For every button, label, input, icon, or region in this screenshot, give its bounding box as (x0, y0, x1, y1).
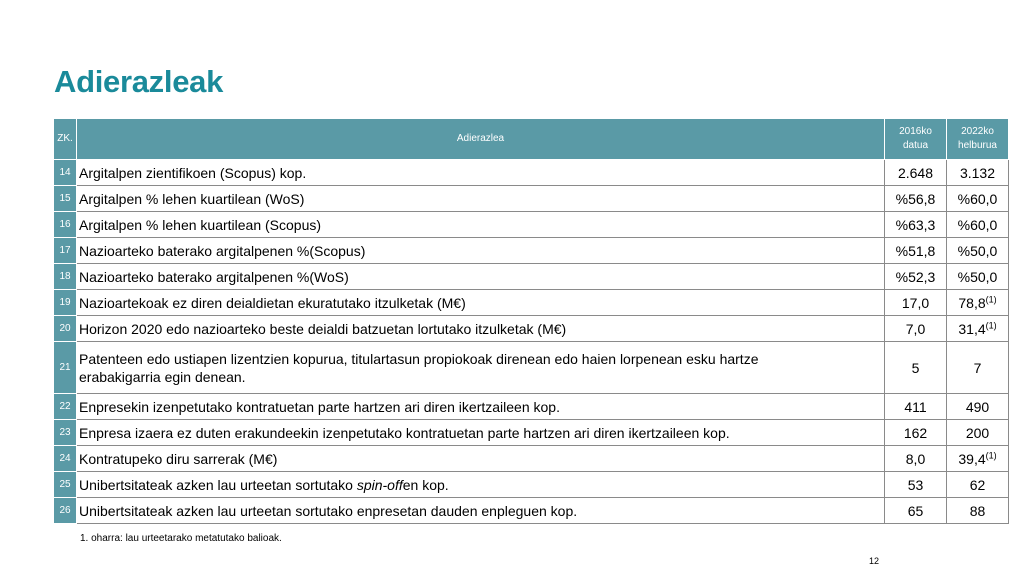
footnote-marker: (1) (985, 319, 997, 330)
row-zk: 23 (54, 420, 77, 446)
row-2022-value: %60,0 (947, 212, 1009, 238)
row-2016-value: %56,8 (885, 186, 947, 212)
row-label: Argitalpen zientifikoen (Scopus) kop. (77, 160, 885, 186)
row-label: Horizon 2020 edo nazioarteko beste deialdi batzuetan lortutako itzulketak (M€) (77, 316, 885, 342)
table-row (54, 472, 1009, 498)
row-2016-value: 65 (885, 498, 947, 524)
row-2022-value: 31,4$^{(1)}$ (947, 316, 1009, 342)
row-zk: 15 (54, 186, 77, 212)
footnote: 1. oharra: lau urteetarako metatutako balioak. (80, 533, 282, 544)
row-zk: 21 (54, 342, 77, 394)
row-2016-value: 17,0 (885, 290, 947, 316)
row-zk: 26 (54, 498, 77, 524)
table-row (54, 342, 1009, 394)
row-label: Unibertsitateak azken lau urteetan sortutako spin-offen kop. (77, 472, 885, 498)
header-2016: 2016ko datua (885, 119, 947, 160)
table-row (54, 420, 1009, 446)
row-2016-value: 8,0 (885, 446, 947, 472)
table-row (54, 394, 1009, 420)
row-2016-value: %52,3 (885, 264, 947, 290)
row-zk: 16 (54, 212, 77, 238)
row-2022-value: %50,0 (947, 238, 1009, 264)
row-2022-value: 7 (947, 342, 1009, 394)
table-row (54, 186, 1009, 212)
row-label: Enpresa izaera ez duten erakundeekin izenpetutako kontratuetan parte hartzen ari diren ikertzaileen kop. (77, 420, 885, 446)
page-title: Adierazleak (54, 64, 224, 99)
header-indicator: Adierazlea (77, 119, 885, 160)
row-2022-value: %50,0 (947, 264, 1009, 290)
row-zk: 22 (54, 394, 77, 420)
row-2022-value: 39,4$^{(1)}$ (947, 446, 1009, 472)
row-label: Unibertsitateak azken lau urteetan sortutako enpresetan dauden enpleguen kop. (77, 498, 885, 524)
row-2016-value: 7,0 (885, 316, 947, 342)
row-zk: 24 (54, 446, 77, 472)
row-2016-value: 53 (885, 472, 947, 498)
row-label: Nazioartekoak ez diren deialdietan ekuratutako itzulketak (M€) (77, 290, 885, 316)
row-zk: 18 (54, 264, 77, 290)
row-zk: 14 (54, 160, 77, 186)
row-label: Nazioarteko baterako argitalpenen %(WoS) (77, 264, 885, 290)
row-2022-value: 88 (947, 498, 1009, 524)
row-2022-value: 78,8$^{(1)}$ (947, 290, 1009, 316)
footnote-marker: (1) (985, 293, 997, 304)
row-zk: 25 (54, 472, 77, 498)
row-2022-value: 200 (947, 420, 1009, 446)
header-2022: 2022ko helburua (947, 119, 1009, 160)
indicators-table (53, 118, 1009, 524)
row-zk: 17 (54, 238, 77, 264)
row-2016-value: 411 (885, 394, 947, 420)
table-row (54, 238, 1009, 264)
table-header-row (54, 119, 1009, 160)
row-2022-value: 3.132 (947, 160, 1009, 186)
row-2016-value: %63,3 (885, 212, 947, 238)
table-row (54, 160, 1009, 186)
table-row (54, 316, 1009, 342)
row-label: Patenteen edo ustiapen lizentzien kopurua, titulartasun propiokoak direnean edo haien lorpenean esku hartze erabakigarria egin denean. (77, 342, 885, 394)
row-2022-value: 62 (947, 472, 1009, 498)
page-number: 12 (869, 556, 880, 566)
footnote-marker: (1) (985, 449, 997, 460)
table-row (54, 498, 1009, 524)
row-zk: 20 (54, 316, 77, 342)
row-label: Enpresekin izenpetutako kontratuetan parte hartzen ari diren ikertzaileen kop. (77, 394, 885, 420)
table-row (54, 290, 1009, 316)
row-2016-value: %51,8 (885, 238, 947, 264)
row-2022-value: 490 (947, 394, 1009, 420)
table-row (54, 212, 1009, 238)
row-2016-value: 2.648 (885, 160, 947, 186)
row-label: Argitalpen % lehen kuartilean (WoS) (77, 186, 885, 212)
row-2016-value: 162 (885, 420, 947, 446)
table-row (54, 446, 1009, 472)
table-row (54, 264, 1009, 290)
row-2016-value: 5 (885, 342, 947, 394)
row-label: Nazioarteko baterako argitalpenen %(Scopus) (77, 238, 885, 264)
row-zk: 19 (54, 290, 77, 316)
header-zk: ZK. (54, 119, 77, 160)
row-label: Kontratupeko diru sarrerak (M€) (77, 446, 885, 472)
row-2022-value: %60,0 (947, 186, 1009, 212)
row-label: Argitalpen % lehen kuartilean (Scopus) (77, 212, 885, 238)
